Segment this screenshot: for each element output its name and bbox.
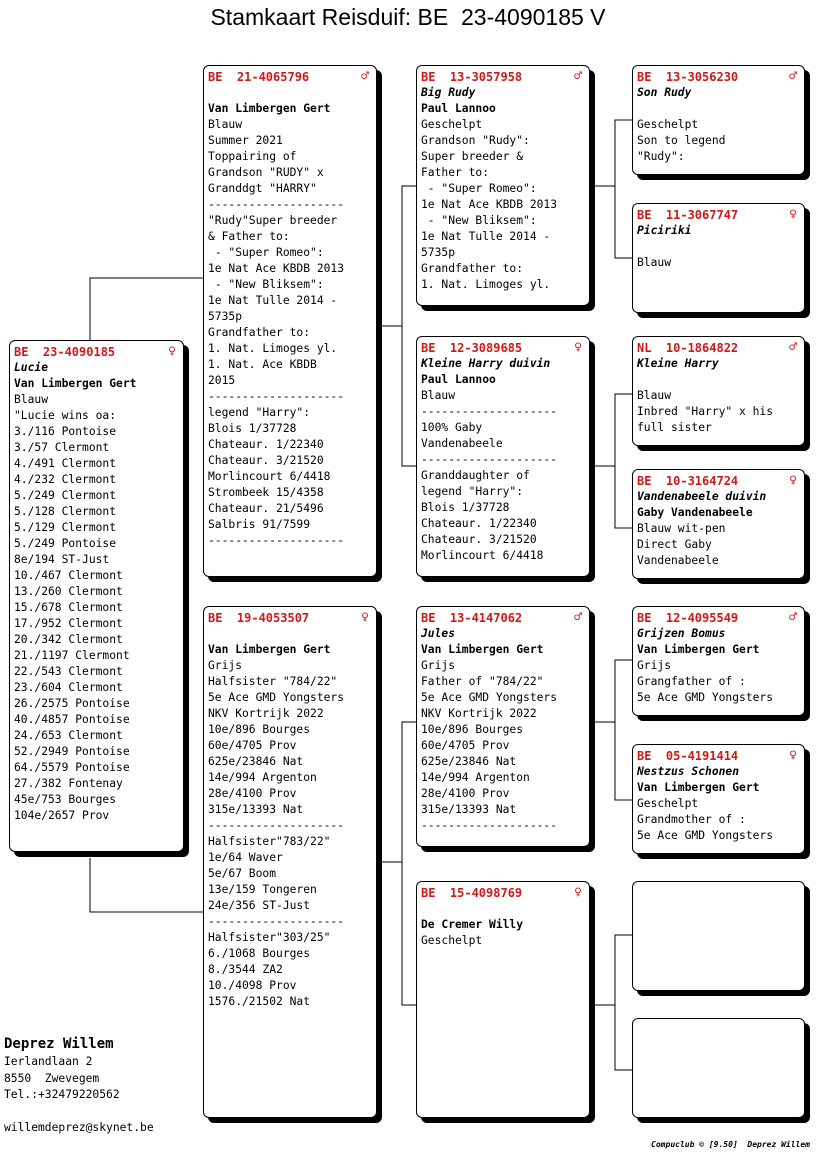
connector-ff-parents — [595, 120, 632, 258]
breeder-name — [637, 239, 800, 255]
detail-line: 3./57 Clermont — [14, 441, 110, 454]
pigeon-name — [208, 85, 372, 101]
detail-line: "Rudy": — [637, 150, 685, 163]
detail-line: 1576./21502 Nat — [208, 995, 311, 1008]
pigeon-details — [421, 117, 585, 293]
detail-line: Morlincourt 6/4418 — [208, 470, 331, 483]
pigeon-card-mm[interactable] — [416, 881, 590, 1118]
detail-line: Blois 1/37728 — [421, 501, 510, 514]
detail-line: -------------------- — [421, 819, 558, 832]
detail-line: Grangfather of : — [637, 675, 746, 688]
detail-line: 315e/13393 Nat — [421, 803, 517, 816]
detail-line: 5./249 Pontoise — [14, 537, 117, 550]
detail-line: 20./342 Clermont — [14, 633, 123, 646]
detail-line: Chateaur. 1/22340 — [421, 517, 537, 530]
connector-mother-parents — [381, 722, 416, 1005]
detail-line: 40./4857 Pontoise — [14, 713, 130, 726]
pigeon-name: Kleine Harry duivin — [421, 357, 551, 370]
pigeon-name: Grijzen Bomus — [637, 627, 726, 640]
detail-line: Geschelpt — [421, 934, 483, 947]
detail-line: 28e/4100 Prov — [421, 787, 510, 800]
pigeon-card-ff[interactable] — [416, 65, 590, 306]
detail-line: Grijs — [421, 659, 456, 672]
detail-line: Chateaur. 1/22340 — [208, 438, 324, 451]
detail-line: - "Super Romeo": — [208, 246, 324, 259]
detail-line: Granddgt "HARRY" — [208, 182, 317, 195]
pigeon-details — [421, 388, 585, 564]
detail-line: Blois 1/37728 — [208, 422, 297, 435]
detail-line: Chateaur. 21/5496 — [208, 502, 324, 515]
male-icon: ♂ — [789, 610, 797, 625]
detail-line: 1. Nat. Limoges yl. — [208, 342, 338, 355]
detail-line: Grijs — [637, 659, 672, 672]
pigeon-details — [208, 658, 372, 1010]
ring-number: BE 13-3057958 — [421, 70, 523, 84]
detail-line: Vandenabeele — [637, 554, 719, 567]
detail-line: 22./543 Clermont — [14, 665, 123, 678]
detail-line: Grandson "RUDY" x — [208, 166, 324, 179]
pigeon-card-mmm-empty[interactable] — [632, 1018, 805, 1118]
detail-line: -------------------- — [208, 390, 345, 403]
detail-line: 5./249 Clermont — [14, 489, 117, 502]
pigeon-name: Piciriki — [637, 224, 692, 237]
pigeon-details — [637, 521, 800, 569]
pigeon-name — [208, 626, 372, 642]
detail-line: 24e/356 ST-Just — [208, 899, 311, 912]
detail-line: 10./4098 Prov — [208, 979, 297, 992]
pigeon-details — [637, 388, 800, 436]
detail-line: Blauw wit-pen — [637, 522, 726, 535]
detail-line: 5e Ace GMD Yongsters — [421, 691, 558, 704]
owner-info — [4, 1034, 154, 1136]
detail-line: 2015 — [208, 374, 236, 387]
breeder-name: Van Limbergen Gert — [421, 643, 544, 656]
detail-line: 6./1068 Bourges — [208, 947, 311, 960]
detail-line: Super breeder & — [421, 150, 524, 163]
detail-line: 21./1197 Clermont — [14, 649, 130, 662]
detail-line: NKV Kortrijk 2022 — [421, 707, 537, 720]
detail-line: 14e/994 Argenton — [208, 771, 317, 784]
ring-number: NL 10-1864822 — [637, 341, 739, 355]
detail-line: Grandmother of : — [637, 813, 746, 826]
pigeon-card-mmf-empty[interactable] — [632, 881, 805, 991]
detail-line: Summer 2021 — [208, 134, 283, 147]
pigeon-card-fff[interactable] — [632, 65, 805, 175]
detail-line: 1. Nat. Ace KBDB — [208, 358, 317, 371]
pigeon-card-fm[interactable] — [416, 336, 590, 577]
breeder-name — [637, 372, 800, 388]
detail-line: 10e/896 Bourges — [208, 723, 311, 736]
detail-line: 5./129 Clermont — [14, 521, 117, 534]
detail-line: Son to legend — [637, 134, 726, 147]
pigeon-name: Son Rudy — [637, 86, 692, 99]
connector-father-parents — [381, 186, 416, 466]
detail-line: - "New Bliksem": — [208, 278, 324, 291]
detail-line: Morlincourt 6/4418 — [421, 549, 544, 562]
pigeon-card-mf[interactable] — [416, 606, 590, 847]
detail-line: Halfsister"783/22" — [208, 835, 331, 848]
breeder-name: Paul Lannoo — [421, 373, 496, 386]
pigeon-name: Big Rudy — [421, 86, 476, 99]
breeder-name — [637, 101, 800, 117]
pigeon-card-mfm[interactable] — [632, 744, 805, 854]
detail-line: -------------------- — [208, 819, 345, 832]
detail-line: 5e/67 Boom — [208, 867, 277, 880]
detail-line: 5735p — [421, 246, 456, 259]
detail-line: 27./382 Fontenay — [14, 777, 123, 790]
ring-number: BE 12-4095549 — [637, 611, 739, 625]
detail-line: 625e/23846 Nat — [421, 755, 517, 768]
connector-mm-parents — [595, 935, 632, 1070]
pigeon-name: Nestzus Schonen — [637, 765, 740, 778]
detail-line: 8e/194 ST-Just — [14, 553, 110, 566]
detail-line: Halfsister"303/25" — [208, 931, 331, 944]
detail-line: full sister — [637, 421, 712, 434]
detail-line: Geschelpt — [637, 797, 699, 810]
page-title: Stamkaart Reisduif: BE 23-4090185 V — [210, 4, 606, 30]
detail-line: -------------------- — [208, 915, 345, 928]
male-icon: ♂ — [789, 340, 797, 355]
female-icon: ♀ — [574, 885, 582, 900]
detail-line: 4./491 Clermont — [14, 457, 117, 470]
owner-city: 8550 Zwevegem — [4, 1071, 100, 1085]
pigeon-card-mff[interactable] — [632, 606, 805, 716]
detail-line: 5e Ace GMD Yongsters — [637, 829, 774, 842]
detail-line: 3./116 Pontoise — [14, 425, 117, 438]
pigeon-name: Jules — [421, 627, 456, 640]
detail-line: "Lucie wins oa: — [14, 409, 117, 422]
detail-line: 17./952 Clermont — [14, 617, 123, 630]
detail-line: -------------------- — [208, 198, 345, 211]
detail-line: -------------------- — [421, 405, 558, 418]
detail-line: Geschelpt — [637, 118, 699, 131]
detail-line: 5./128 Clermont — [14, 505, 117, 518]
owner-phone: Tel.:+32479220562 — [4, 1088, 120, 1101]
detail-line: Grandfather to: — [208, 326, 311, 339]
breeder-name: De Cremer Willy — [421, 918, 524, 931]
pigeon-card-fmm[interactable] — [632, 469, 805, 579]
detail-line: Granddaughter of — [421, 469, 530, 482]
connector-main-father — [90, 278, 203, 340]
detail-line: 10e/896 Bourges — [421, 723, 524, 736]
footer-credit: Compuclub © [9.50] Deprez Willem — [651, 1140, 810, 1149]
detail-line: Grijs — [208, 659, 243, 672]
detail-line: 28e/4100 Prov — [208, 787, 297, 800]
detail-line: Grandson "Rudy": — [421, 134, 530, 147]
female-icon: ♀ — [789, 207, 797, 222]
detail-line: Inbred "Harry" x his — [637, 405, 774, 418]
female-icon: ♀ — [168, 344, 176, 359]
detail-line: 1. Nat. Limoges yl. — [421, 278, 551, 291]
detail-line: 104e/2657 Prov — [14, 809, 110, 822]
owner-street: Ierlandlaan 2 — [4, 1055, 93, 1068]
detail-line: Blauw — [208, 118, 243, 131]
detail-line: 14e/994 Argenton — [421, 771, 530, 784]
detail-line: Blauw — [14, 393, 49, 406]
detail-line: 1e/64 Waver — [208, 851, 283, 864]
detail-line: Direct Gaby — [637, 538, 712, 551]
detail-line: legend "Harry": — [208, 406, 311, 419]
detail-line: 52./2949 Pontoise — [14, 745, 130, 758]
detail-line: Blauw — [421, 389, 456, 402]
detail-line: 1e Nat Tulle 2014 - — [421, 230, 551, 243]
detail-line: "Rudy"Super breeder — [208, 214, 338, 227]
detail-line: 26./2575 Pontoise — [14, 697, 130, 710]
detail-line: 8./3544 ZA2 — [208, 963, 283, 976]
pigeon-details — [421, 658, 585, 834]
detail-line: Salbris 91/7599 — [208, 518, 311, 531]
breeder-name: Van Limbergen Gert — [637, 781, 760, 794]
pigeon-name: Lucie — [14, 361, 49, 374]
detail-line: Father of "784/22" — [421, 675, 544, 688]
pigeon-name — [421, 901, 585, 917]
detail-line: 24./653 Clermont — [14, 729, 123, 742]
male-icon: ♂ — [574, 69, 582, 84]
male-icon: ♂ — [574, 610, 582, 625]
pigeon-card-father[interactable] — [203, 65, 377, 577]
detail-line: -------------------- — [208, 534, 345, 547]
detail-line: - "Super Romeo": — [421, 182, 537, 195]
detail-line: Chateaur. 3/21520 — [421, 533, 537, 546]
ring-number: BE 05-4191414 — [637, 749, 739, 763]
ring-number: BE 21-4065796 — [208, 70, 310, 84]
female-icon: ♀ — [574, 340, 582, 355]
ring-number: BE 19-4053507 — [208, 611, 310, 625]
detail-line: Grandfather to: — [421, 262, 524, 275]
breeder-name: Van Limbergen Gert — [208, 643, 331, 656]
detail-line: & Father to: — [208, 230, 290, 243]
breeder-name: Gaby Vandenabeele — [637, 506, 753, 519]
detail-line: 15./678 Clermont — [14, 601, 123, 614]
detail-line: 5735p — [208, 310, 243, 323]
pigeon-name: Kleine Harry — [637, 357, 719, 370]
ring-number: BE 13-4147062 — [421, 611, 523, 625]
pigeon-card-main[interactable] — [9, 340, 184, 852]
detail-line: 625e/23846 Nat — [208, 755, 304, 768]
ring-number: BE 13-3056230 — [637, 70, 739, 84]
pigeon-details — [14, 392, 179, 824]
detail-line: - "New Bliksem": — [421, 214, 537, 227]
pigeon-card-ffm[interactable] — [632, 203, 805, 313]
connector-fm-parents — [595, 394, 632, 528]
detail-line: 4./232 Clermont — [14, 473, 117, 486]
detail-line: NKV Kortrijk 2022 — [208, 707, 324, 720]
detail-line: Toppairing of — [208, 150, 297, 163]
female-icon: ♀ — [789, 473, 797, 488]
pigeon-card-fmf[interactable] — [632, 336, 805, 446]
detail-line: legend "Harry": — [421, 485, 524, 498]
detail-line: 60e/4705 Prov — [421, 739, 510, 752]
detail-line: Chateaur. 3/21520 — [208, 454, 324, 467]
ring-number: BE 11-3067747 — [637, 208, 739, 222]
detail-line: 1e Nat Ace KBDB 2013 — [208, 262, 345, 275]
ring-number: BE 15-4098769 — [421, 886, 523, 900]
detail-line: Father to: — [421, 166, 490, 179]
detail-line: -------------------- — [421, 453, 558, 466]
detail-line: 10./467 Clermont — [14, 569, 123, 582]
male-icon: ♂ — [789, 69, 797, 84]
detail-line: Vandenabeele — [421, 437, 503, 450]
detail-line: Geschelpt — [421, 118, 483, 131]
detail-line: 23./604 Clermont — [14, 681, 123, 694]
breeder-name: Van Limbergen Gert — [637, 643, 760, 656]
pigeon-details — [637, 658, 800, 706]
female-icon: ♀ — [361, 610, 369, 625]
pigeon-details — [637, 255, 800, 271]
detail-line: 1e Nat Ace KBDB 2013 — [421, 198, 558, 211]
detail-line: 60e/4705 Prov — [208, 739, 297, 752]
owner-email: willemdeprez@skynet.be — [4, 1120, 154, 1134]
detail-line: 315e/13393 Nat — [208, 803, 304, 816]
detail-line: 64./5579 Pontoise — [14, 761, 130, 774]
detail-line: 13e/159 Tongeren — [208, 883, 317, 896]
detail-line: 100% Gaby — [421, 421, 483, 434]
pigeon-details — [421, 933, 585, 949]
breeder-name: Van Limbergen Gert — [14, 377, 137, 390]
pigeon-details — [208, 117, 372, 549]
pigeon-details — [637, 117, 800, 165]
pigeon-name: Vandenabeele duivin — [637, 490, 767, 503]
detail-line: 13./260 Clermont — [14, 585, 123, 598]
detail-line: 5e Ace GMD Yongsters — [637, 691, 774, 704]
owner-name: Deprez Willem — [4, 1036, 114, 1052]
detail-line: 5e Ace GMD Yongsters — [208, 691, 345, 704]
female-icon: ♀ — [789, 748, 797, 763]
ring-number: BE 12-3089685 — [421, 341, 523, 355]
breeder-name: Paul Lannoo — [421, 102, 496, 115]
detail-line: Blauw — [637, 389, 672, 402]
detail-line: Halfsister "784/22" — [208, 675, 338, 688]
detail-line: 1e Nat Tulle 2014 - — [208, 294, 338, 307]
detail-line: 45e/753 Bourges — [14, 793, 117, 806]
ring-number: BE 23-4090185 — [14, 345, 116, 359]
breeder-name: Van Limbergen Gert — [208, 102, 331, 115]
detail-line: Strombeek 15/4358 — [208, 486, 324, 499]
pigeon-card-mother[interactable] — [203, 606, 377, 1118]
male-icon: ♂ — [361, 69, 369, 84]
detail-line: Blauw — [637, 256, 672, 269]
ring-number: BE 10-3164724 — [637, 474, 739, 488]
connector-main-mother — [90, 858, 203, 912]
connector-mf-parents — [595, 660, 632, 800]
pigeon-details — [637, 796, 800, 844]
